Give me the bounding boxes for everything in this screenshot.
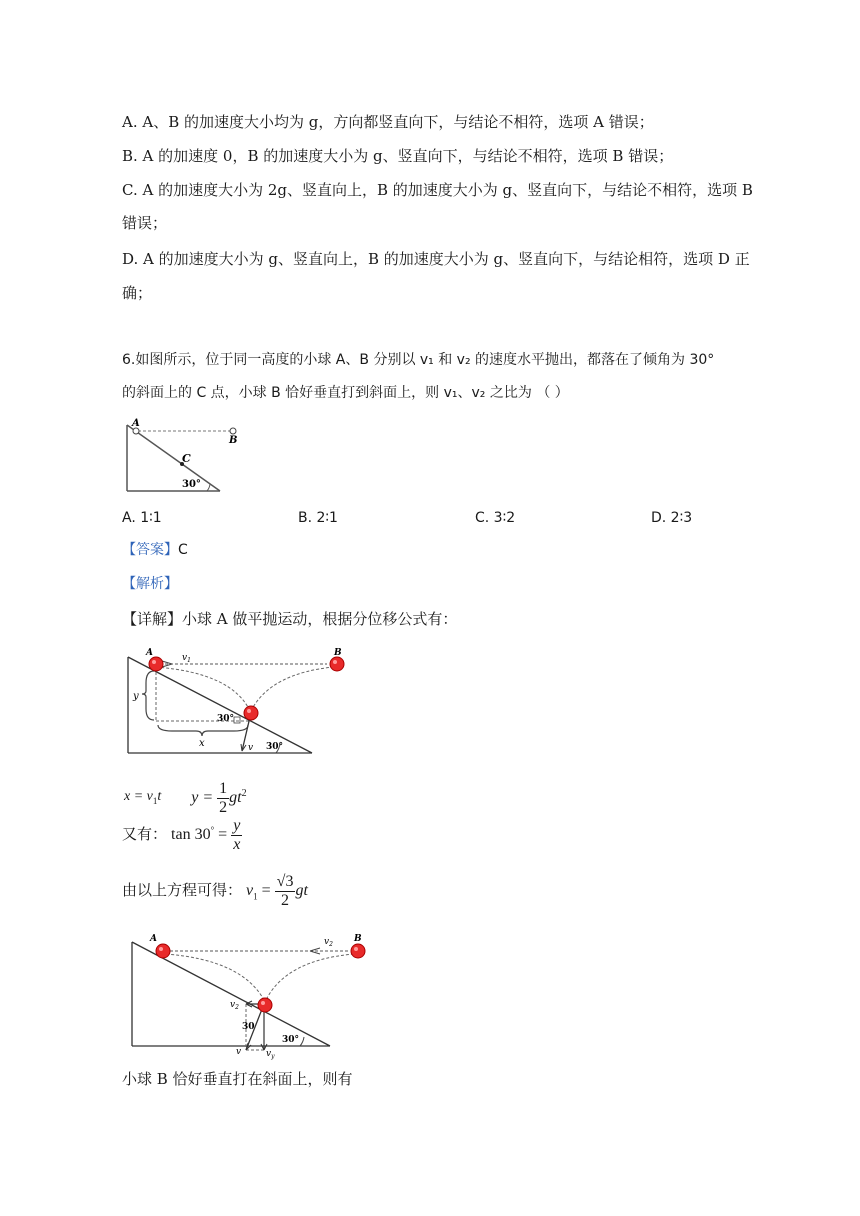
fig2-label-b: B xyxy=(334,648,342,658)
option-c-analysis-line2: 错误； xyxy=(122,214,168,232)
analysis-figure-a xyxy=(122,643,358,758)
detail-text: 小球 A 做平抛运动，根据分位移公式有： xyxy=(182,610,458,628)
option-b[interactable]: B. 2∶1 xyxy=(298,510,338,526)
fig3-label-a: A xyxy=(150,934,157,944)
fig1-label-c: C xyxy=(182,452,191,465)
fig2-label-x: x xyxy=(199,738,205,749)
fig2-angle-slope: 30° xyxy=(266,742,284,752)
fig3-label-vy: $v_y$ xyxy=(266,1049,275,1060)
fig3-label-b: B xyxy=(354,934,362,944)
option-c[interactable]: C. 3∶2 xyxy=(475,510,516,526)
equation-displacement: $x = v_1t$ y = $\frac{1}{2}$ $gt^2$ xyxy=(124,780,247,816)
detail-label: 【详解】 xyxy=(122,610,183,628)
question-line2: 的斜面上的 C 点，小球 B 恰好垂直打到斜面上，则 v₁、v₂ 之比为 （ ） xyxy=(122,385,569,401)
option-b-analysis: B. A 的加速度 0，B 的加速度大小为 g、竖直向下，与结论不相符，选项 B 错误； xyxy=(122,147,674,165)
option-c-analysis-line1: C. A 的加速度大小为 2g、竖直向上，B 的加速度大小为 g、竖直向下，与结论不相符，选项 B xyxy=(122,181,753,199)
analysis-label: 【解析】 xyxy=(122,576,178,592)
fig1-label-b: B xyxy=(229,435,238,446)
option-a-analysis: A. A、B 的加速度大小均为 g，方向都竖直向下，与结论不相符，选项 A 错误； xyxy=(122,113,654,131)
equation-tan: 又有： tan 30° = $\frac{y}{x}$ xyxy=(122,817,241,853)
option-d[interactable]: D. 2∶3 xyxy=(651,510,693,526)
fig2-label-v1: $v_1$ xyxy=(182,653,191,664)
answer-line xyxy=(122,540,188,560)
option-a[interactable]: A. 1∶1 xyxy=(122,510,162,526)
question-line1: 6.如图所示，位于同一高度的小球 A、B 分别以 v₁ 和 v₂ 的速度水平抛出，都落在了倾角为 30° xyxy=(122,352,715,368)
closing-line: 小球 B 恰好垂直打在斜面上，则有 xyxy=(122,1070,353,1088)
fig3-angle-slope: 30° xyxy=(282,1035,300,1045)
analysis-figure-b xyxy=(122,928,370,1058)
question-figure xyxy=(122,415,262,495)
fig1-angle: 30° xyxy=(182,479,201,490)
fig2-label-y: y xyxy=(133,691,139,702)
detail-line xyxy=(122,609,457,629)
fig1-label-a: A xyxy=(132,418,140,429)
option-d-analysis-line2: 确； xyxy=(122,284,153,302)
answer-label: 【答案】 xyxy=(122,542,178,558)
fig3-label-v2-at-c: $v_2$ xyxy=(230,1000,239,1011)
option-d-analysis-line1: D. A 的加速度大小为 g、竖直向上，B 的加速度大小为 g、竖直向下，与结论相符，选项 D 正 xyxy=(122,250,750,268)
fig3-label-v: v xyxy=(236,1047,242,1057)
fig2-label-a: A xyxy=(146,648,153,658)
fig2-angle-inner: 30° xyxy=(217,714,235,724)
fig3-angle-inner: 30 xyxy=(242,1022,255,1032)
fig3-label-v2: $v_2$ xyxy=(324,937,333,948)
equation-v1: 由以上方程可得： $v_1$ = $\frac{√3}{2}$ gt xyxy=(122,873,308,909)
fig2-label-v: v xyxy=(248,743,254,753)
answer-value: C xyxy=(178,542,188,558)
